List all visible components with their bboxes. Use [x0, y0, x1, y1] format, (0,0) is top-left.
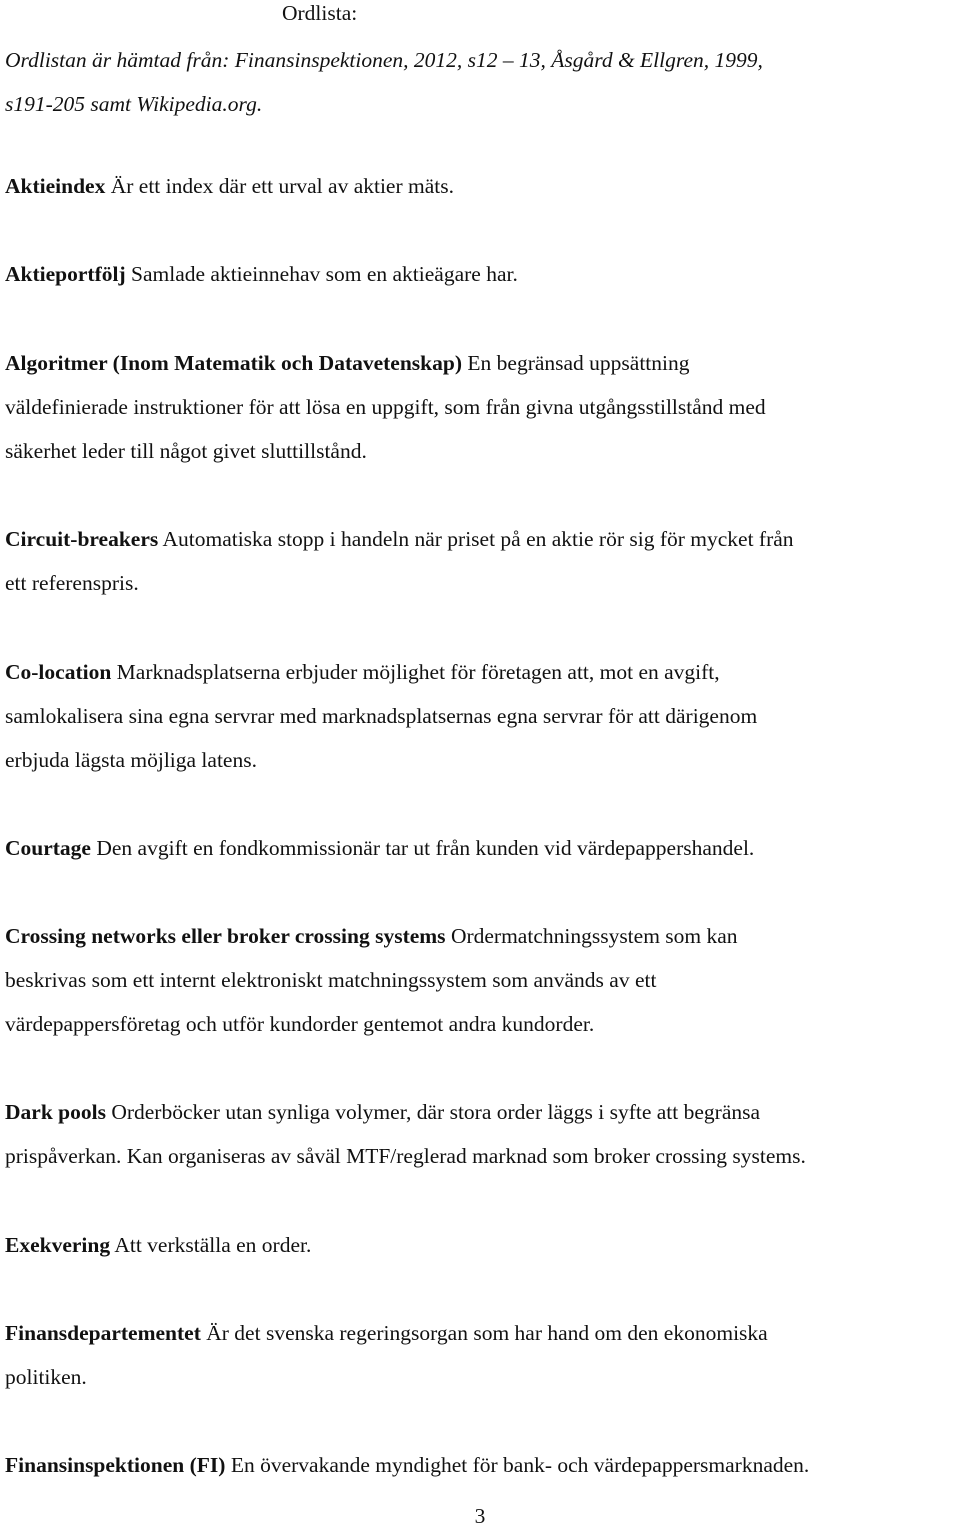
- glossary-definition: politiken.: [5, 1365, 87, 1389]
- glossary-definition: Att verkställa en order.: [114, 1233, 312, 1257]
- glossary-entry-finansinspektionen: [5, 1443, 960, 1487]
- glossary-definition: Automatiska stopp i handeln när priset på en aktie rör sig för mycket från: [162, 527, 794, 551]
- glossary-definition: Orderböcker utan synliga volymer, där stora order läggs i syfte att begränsa: [111, 1100, 761, 1124]
- glossary-term: Finansinspektionen (FI): [5, 1453, 226, 1477]
- glossary-definition: väldefinierade instruktioner för att lösa en uppgift, som från givna utgångsstillstånd med: [5, 395, 766, 419]
- glossary-entry-circuit-breakers: [5, 517, 960, 605]
- glossary-term: Crossing networks eller broker crossing systems: [5, 924, 446, 948]
- glossary-term: Dark pools: [5, 1100, 106, 1124]
- glossary-definition: Är det svenska regeringsorgan som har hand om den ekonomiska: [206, 1321, 768, 1345]
- glossary-definition: Samlade aktieinnehav som en aktieägare har.: [131, 262, 518, 286]
- source-note: [5, 38, 935, 126]
- glossary-entry-finansdepartementet: [5, 1311, 960, 1399]
- glossary-entry-exekvering: [5, 1223, 960, 1267]
- glossary-entry-crossing-networks: [5, 914, 960, 1046]
- glossary-term: Exekvering: [5, 1233, 111, 1257]
- source-line-1: Ordlistan är hämtad från: Finansinspektionen, 2012, s12 – 13, Åsgård & Ellgren, 1999,: [5, 48, 763, 72]
- glossary-definition: erbjuda lägsta möjliga latens.: [5, 748, 257, 772]
- source-line-2: s191-205 samt Wikipedia.org.: [5, 92, 263, 116]
- glossary-term: Co-location: [5, 660, 112, 684]
- glossary-entry-courtage: [5, 826, 960, 870]
- glossary-definition: värdepappersföretag och utför kundorder gentemot andra kundorder.: [5, 1012, 595, 1036]
- glossary-term: Circuit-breakers: [5, 527, 159, 551]
- glossary-definition: säkerhet leder till något givet sluttillstånd.: [5, 439, 367, 463]
- glossary-definition: En begränsad uppsättning: [467, 351, 690, 375]
- glossary-entry-aktieindex: [5, 164, 960, 208]
- glossary-entry-aktieportfolj: [5, 252, 960, 296]
- glossary-definition: Den avgift en fondkommissionär tar ut från kunden vid värdepappershandel.: [96, 836, 755, 860]
- glossary-definition: ett referenspris.: [5, 571, 139, 595]
- glossary-entry-algoritmer: [5, 341, 960, 473]
- glossary-term: Aktieportfölj: [5, 262, 126, 286]
- glossary-definition: prispåverkan. Kan organiseras av såväl MTF/reglerad marknad som broker crossing systems.: [5, 1144, 806, 1168]
- page-heading: Ordlista:: [282, 1, 358, 25]
- glossary-entry-dark-pools: [5, 1090, 960, 1178]
- glossary-entry-co-location: [5, 650, 960, 782]
- glossary-definition: samlokalisera sina egna servrar med marknadsplatsernas egna servrar för att därigenom: [5, 704, 758, 728]
- glossary-term: Courtage: [5, 836, 91, 860]
- glossary-definition: En övervakande myndighet för bank- och värdepappersmarknaden.: [230, 1453, 810, 1477]
- glossary-definition: Ordermatchningssystem som kan: [450, 924, 738, 948]
- glossary-definition: Är ett index där ett urval av aktier mäts.: [110, 174, 454, 198]
- page-number: 3: [474, 1504, 486, 1528]
- glossary-term: Finansdepartementet: [5, 1321, 201, 1345]
- glossary-definition: beskrivas som ett internt elektroniskt matchningssystem som används av ett: [5, 968, 657, 992]
- glossary-term: Aktieindex: [5, 174, 106, 198]
- glossary-definition: Marknadsplatserna erbjuder möjlighet för företagen att, mot en avgift,: [116, 660, 720, 684]
- glossary-term: Algoritmer (Inom Matematik och Datavetenskap): [5, 351, 463, 375]
